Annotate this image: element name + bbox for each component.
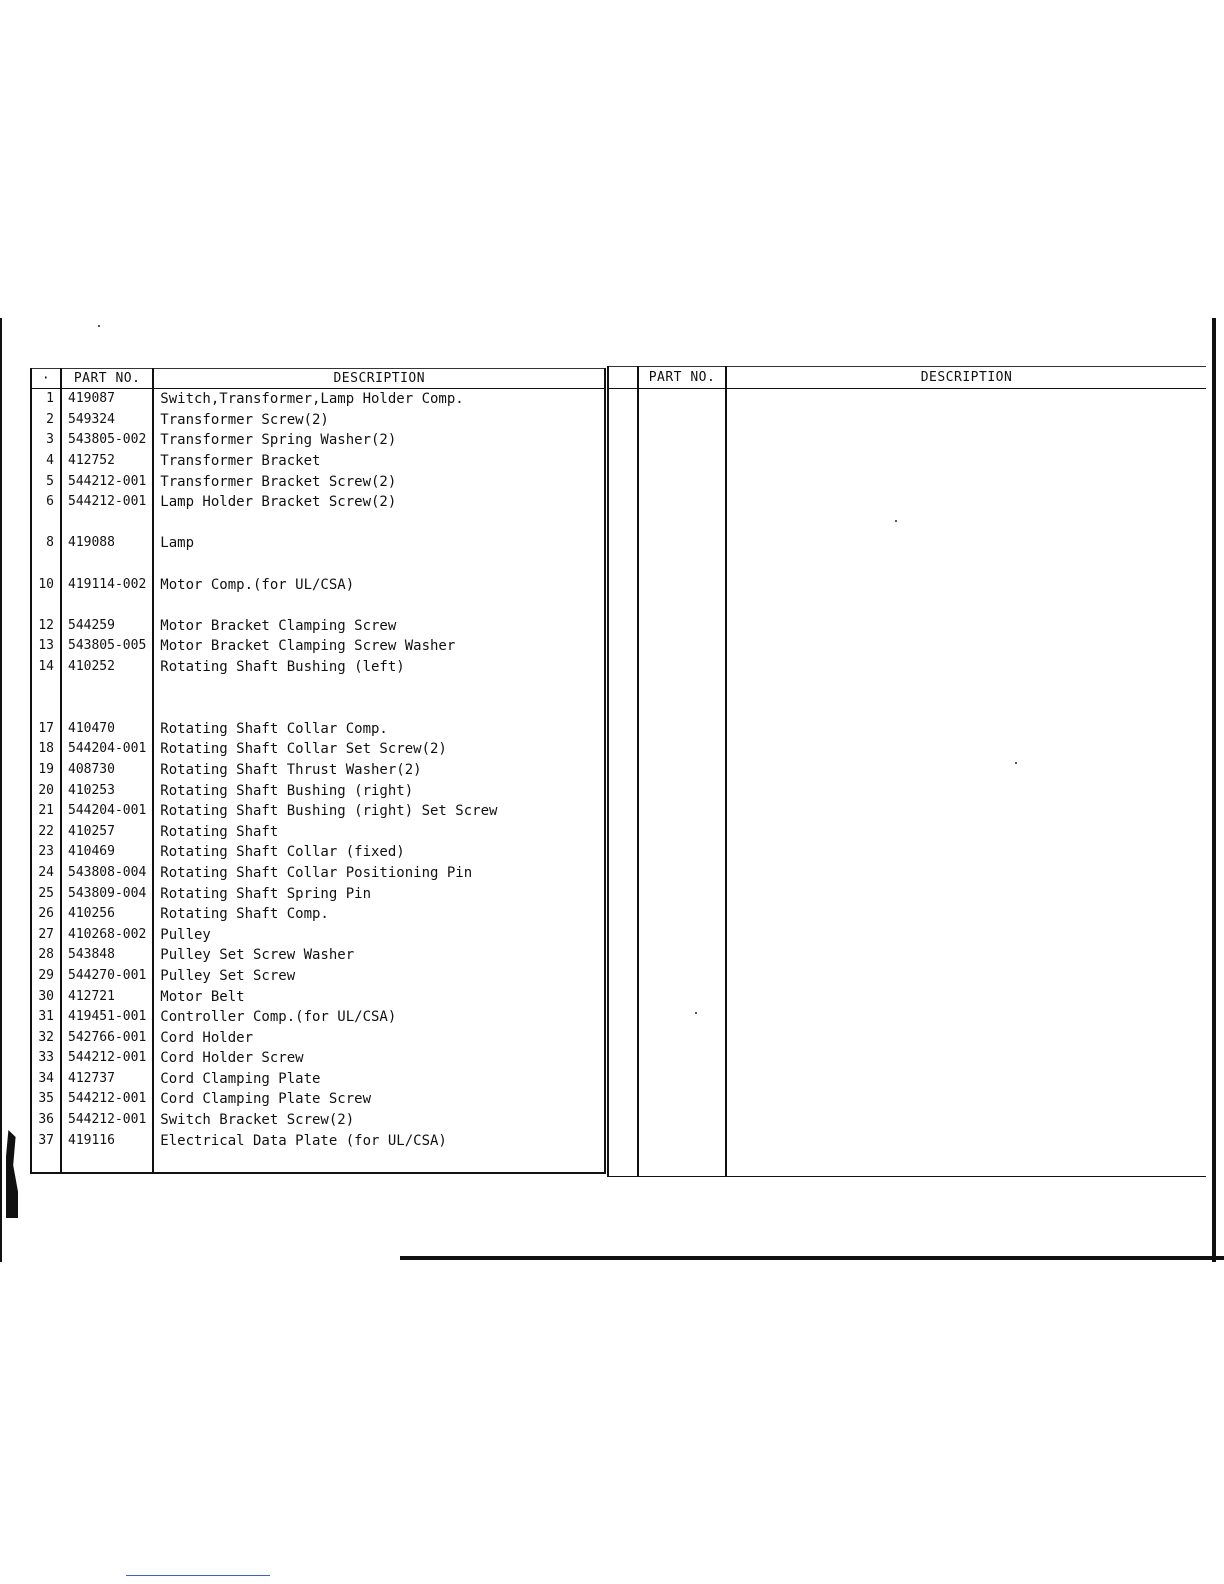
- part-description: Motor Belt: [153, 986, 605, 1007]
- part-number: 410268-002: [61, 924, 153, 945]
- item-number: 25: [31, 883, 61, 904]
- col-header-part-no: PART NO.: [638, 367, 726, 389]
- table-row: [31, 533, 605, 554]
- part-number: [61, 595, 153, 616]
- item-number: 20: [31, 780, 61, 801]
- item-number: 19: [31, 760, 61, 781]
- table-row: [31, 698, 605, 719]
- part-description: Rotating Shaft Collar Positioning Pin: [153, 863, 605, 884]
- table-row: [31, 821, 605, 842]
- table-row: [31, 945, 605, 966]
- table-row: [31, 904, 605, 925]
- part-description: [153, 595, 605, 616]
- table-row: [31, 739, 605, 760]
- part-number: 543848: [61, 945, 153, 966]
- part-description: Transformer Spring Washer(2): [153, 430, 605, 451]
- table-row: [31, 863, 605, 884]
- item-number: 28: [31, 945, 61, 966]
- part-number: [61, 677, 153, 698]
- item-number: 4: [31, 451, 61, 472]
- table-row: [31, 760, 605, 781]
- part-description: Lamp Holder Bracket Screw(2): [153, 492, 605, 513]
- table-row: [31, 389, 605, 410]
- part-number: 544259: [61, 616, 153, 637]
- part-description: Rotating Shaft Bushing (right): [153, 780, 605, 801]
- table-row: [31, 513, 605, 534]
- item-number: 8: [31, 533, 61, 554]
- empty-cell: [726, 389, 1206, 1177]
- part-number: 544212-001: [61, 492, 153, 513]
- part-number: [61, 513, 153, 534]
- part-number: 543805-002: [61, 430, 153, 451]
- part-number: 410257: [61, 821, 153, 842]
- table-row: [31, 966, 605, 987]
- part-description: Pulley Set Screw: [153, 966, 605, 987]
- part-number: 544212-001: [61, 1110, 153, 1131]
- table-row: [31, 801, 605, 822]
- table-row: [31, 1151, 605, 1173]
- table-row: [31, 492, 605, 513]
- part-number: 543809-004: [61, 883, 153, 904]
- part-description: Switch Bracket Screw(2): [153, 1110, 605, 1131]
- col-header-description: DESCRIPTION: [726, 367, 1206, 389]
- part-number: 419087: [61, 389, 153, 410]
- item-number: 5: [31, 471, 61, 492]
- table-row: [31, 471, 605, 492]
- part-description: Rotating Shaft Thrust Washer(2): [153, 760, 605, 781]
- table-row: [31, 1027, 605, 1048]
- item-number: 24: [31, 863, 61, 884]
- item-number: 30: [31, 986, 61, 1007]
- part-description: Motor Bracket Clamping Screw: [153, 616, 605, 637]
- table-row: [31, 883, 605, 904]
- part-description: Rotating Shaft: [153, 821, 605, 842]
- item-number: 33: [31, 1048, 61, 1069]
- table-row: [31, 842, 605, 863]
- part-number: 543805-005: [61, 636, 153, 657]
- part-description: Rotating Shaft Spring Pin: [153, 883, 605, 904]
- part-number: 544212-001: [61, 1048, 153, 1069]
- part-number: 410256: [61, 904, 153, 925]
- item-number: [31, 595, 61, 616]
- table-row: [31, 410, 605, 431]
- item-number: 31: [31, 1007, 61, 1028]
- part-number: 410252: [61, 657, 153, 678]
- part-number: 544204-001: [61, 739, 153, 760]
- part-description: Cord Clamping Plate Screw: [153, 1089, 605, 1110]
- part-number: 544212-001: [61, 471, 153, 492]
- part-number: 544212-001: [61, 1089, 153, 1110]
- item-number: 23: [31, 842, 61, 863]
- part-number: 410253: [61, 780, 153, 801]
- item-number: 18: [31, 739, 61, 760]
- col-header-description: DESCRIPTION: [153, 369, 605, 389]
- table-row: [31, 554, 605, 575]
- part-description: Rotating Shaft Collar (fixed): [153, 842, 605, 863]
- col-header-no: ·: [31, 369, 61, 389]
- part-number: 410470: [61, 719, 153, 740]
- part-description: [153, 1151, 605, 1173]
- part-description: Motor Bracket Clamping Screw Washer: [153, 636, 605, 657]
- part-description: Rotating Shaft Bushing (left): [153, 657, 605, 678]
- table-row: [31, 595, 605, 616]
- part-number: 412721: [61, 986, 153, 1007]
- col-header-part-no: PART NO.: [61, 369, 153, 389]
- part-number: [61, 554, 153, 575]
- item-number: 32: [31, 1027, 61, 1048]
- table-row: [31, 780, 605, 801]
- item-number: [31, 1151, 61, 1173]
- table-header-row: [608, 367, 1206, 389]
- part-description: Rotating Shaft Collar Comp.: [153, 719, 605, 740]
- empty-cell: [638, 389, 726, 1177]
- part-number: 412752: [61, 451, 153, 472]
- item-number: 13: [31, 636, 61, 657]
- item-number: 6: [31, 492, 61, 513]
- table-row: [31, 986, 605, 1007]
- part-number: 544204-001: [61, 801, 153, 822]
- part-number: 549324: [61, 410, 153, 431]
- parts-table-left: [30, 368, 606, 1174]
- table-row: [31, 1048, 605, 1069]
- part-description: Transformer Bracket: [153, 451, 605, 472]
- item-number: [31, 677, 61, 698]
- item-number: 36: [31, 1110, 61, 1131]
- part-number: [61, 1151, 153, 1173]
- part-description: Cord Clamping Plate: [153, 1069, 605, 1090]
- part-description: [153, 554, 605, 575]
- part-description: Controller Comp.(for UL/CSA): [153, 1007, 605, 1028]
- table-row: [31, 636, 605, 657]
- part-description: [153, 513, 605, 534]
- table-row: [31, 1007, 605, 1028]
- table-row: [31, 430, 605, 451]
- part-number: 419116: [61, 1130, 153, 1151]
- part-description: [153, 677, 605, 698]
- part-description: Lamp: [153, 533, 605, 554]
- table-row: [31, 657, 605, 678]
- part-number: 544270-001: [61, 966, 153, 987]
- item-number: 35: [31, 1089, 61, 1110]
- item-number: 3: [31, 430, 61, 451]
- scan-speck: [98, 325, 100, 327]
- item-number: 34: [31, 1069, 61, 1090]
- part-number: 543808-004: [61, 863, 153, 884]
- item-number: [31, 698, 61, 719]
- part-description: Transformer Bracket Screw(2): [153, 471, 605, 492]
- part-description: Rotating Shaft Bushing (right) Set Screw: [153, 801, 605, 822]
- empty-cell: [608, 389, 638, 1177]
- table-row: [31, 616, 605, 637]
- parts-table-right: [607, 366, 1206, 1177]
- item-number: 14: [31, 657, 61, 678]
- part-description: Pulley: [153, 924, 605, 945]
- table-row: [31, 1069, 605, 1090]
- item-number: 22: [31, 821, 61, 842]
- part-number: 419451-001: [61, 1007, 153, 1028]
- item-number: 2: [31, 410, 61, 431]
- part-number: 408730: [61, 760, 153, 781]
- part-description: Rotating Shaft Collar Set Screw(2): [153, 739, 605, 760]
- item-number: 29: [31, 966, 61, 987]
- table-row: [31, 1130, 605, 1151]
- item-number: 12: [31, 616, 61, 637]
- part-number: 419088: [61, 533, 153, 554]
- part-description: Cord Holder: [153, 1027, 605, 1048]
- item-number: 26: [31, 904, 61, 925]
- table-header-row: [31, 369, 605, 389]
- part-number: 419114-002: [61, 574, 153, 595]
- item-number: 10: [31, 574, 61, 595]
- table-row: [31, 719, 605, 740]
- col-header-no: [608, 367, 638, 389]
- part-description: Pulley Set Screw Washer: [153, 945, 605, 966]
- item-number: [31, 513, 61, 534]
- table-row: [31, 1089, 605, 1110]
- item-number: 17: [31, 719, 61, 740]
- part-number: [61, 698, 153, 719]
- table-row: [31, 677, 605, 698]
- part-number: 412737: [61, 1069, 153, 1090]
- part-description: Transformer Screw(2): [153, 410, 605, 431]
- part-description: [153, 698, 605, 719]
- item-number: 21: [31, 801, 61, 822]
- table-row: [31, 451, 605, 472]
- part-description: Motor Comp.(for UL/CSA): [153, 574, 605, 595]
- item-number: 27: [31, 924, 61, 945]
- part-number: 410469: [61, 842, 153, 863]
- part-description: Rotating Shaft Comp.: [153, 904, 605, 925]
- part-description: Electrical Data Plate (for UL/CSA): [153, 1130, 605, 1151]
- item-number: [31, 554, 61, 575]
- bottom-rule: [400, 1256, 1224, 1260]
- table-row: [31, 574, 605, 595]
- part-number: 542766-001: [61, 1027, 153, 1048]
- footer-underline: [126, 1575, 270, 1576]
- table-row: [608, 389, 1206, 1177]
- table-row: [31, 924, 605, 945]
- item-number: 1: [31, 389, 61, 410]
- part-description: Switch,Transformer,Lamp Holder Comp.: [153, 389, 605, 410]
- item-number: 37: [31, 1130, 61, 1151]
- part-description: Cord Holder Screw: [153, 1048, 605, 1069]
- table-row: [31, 1110, 605, 1131]
